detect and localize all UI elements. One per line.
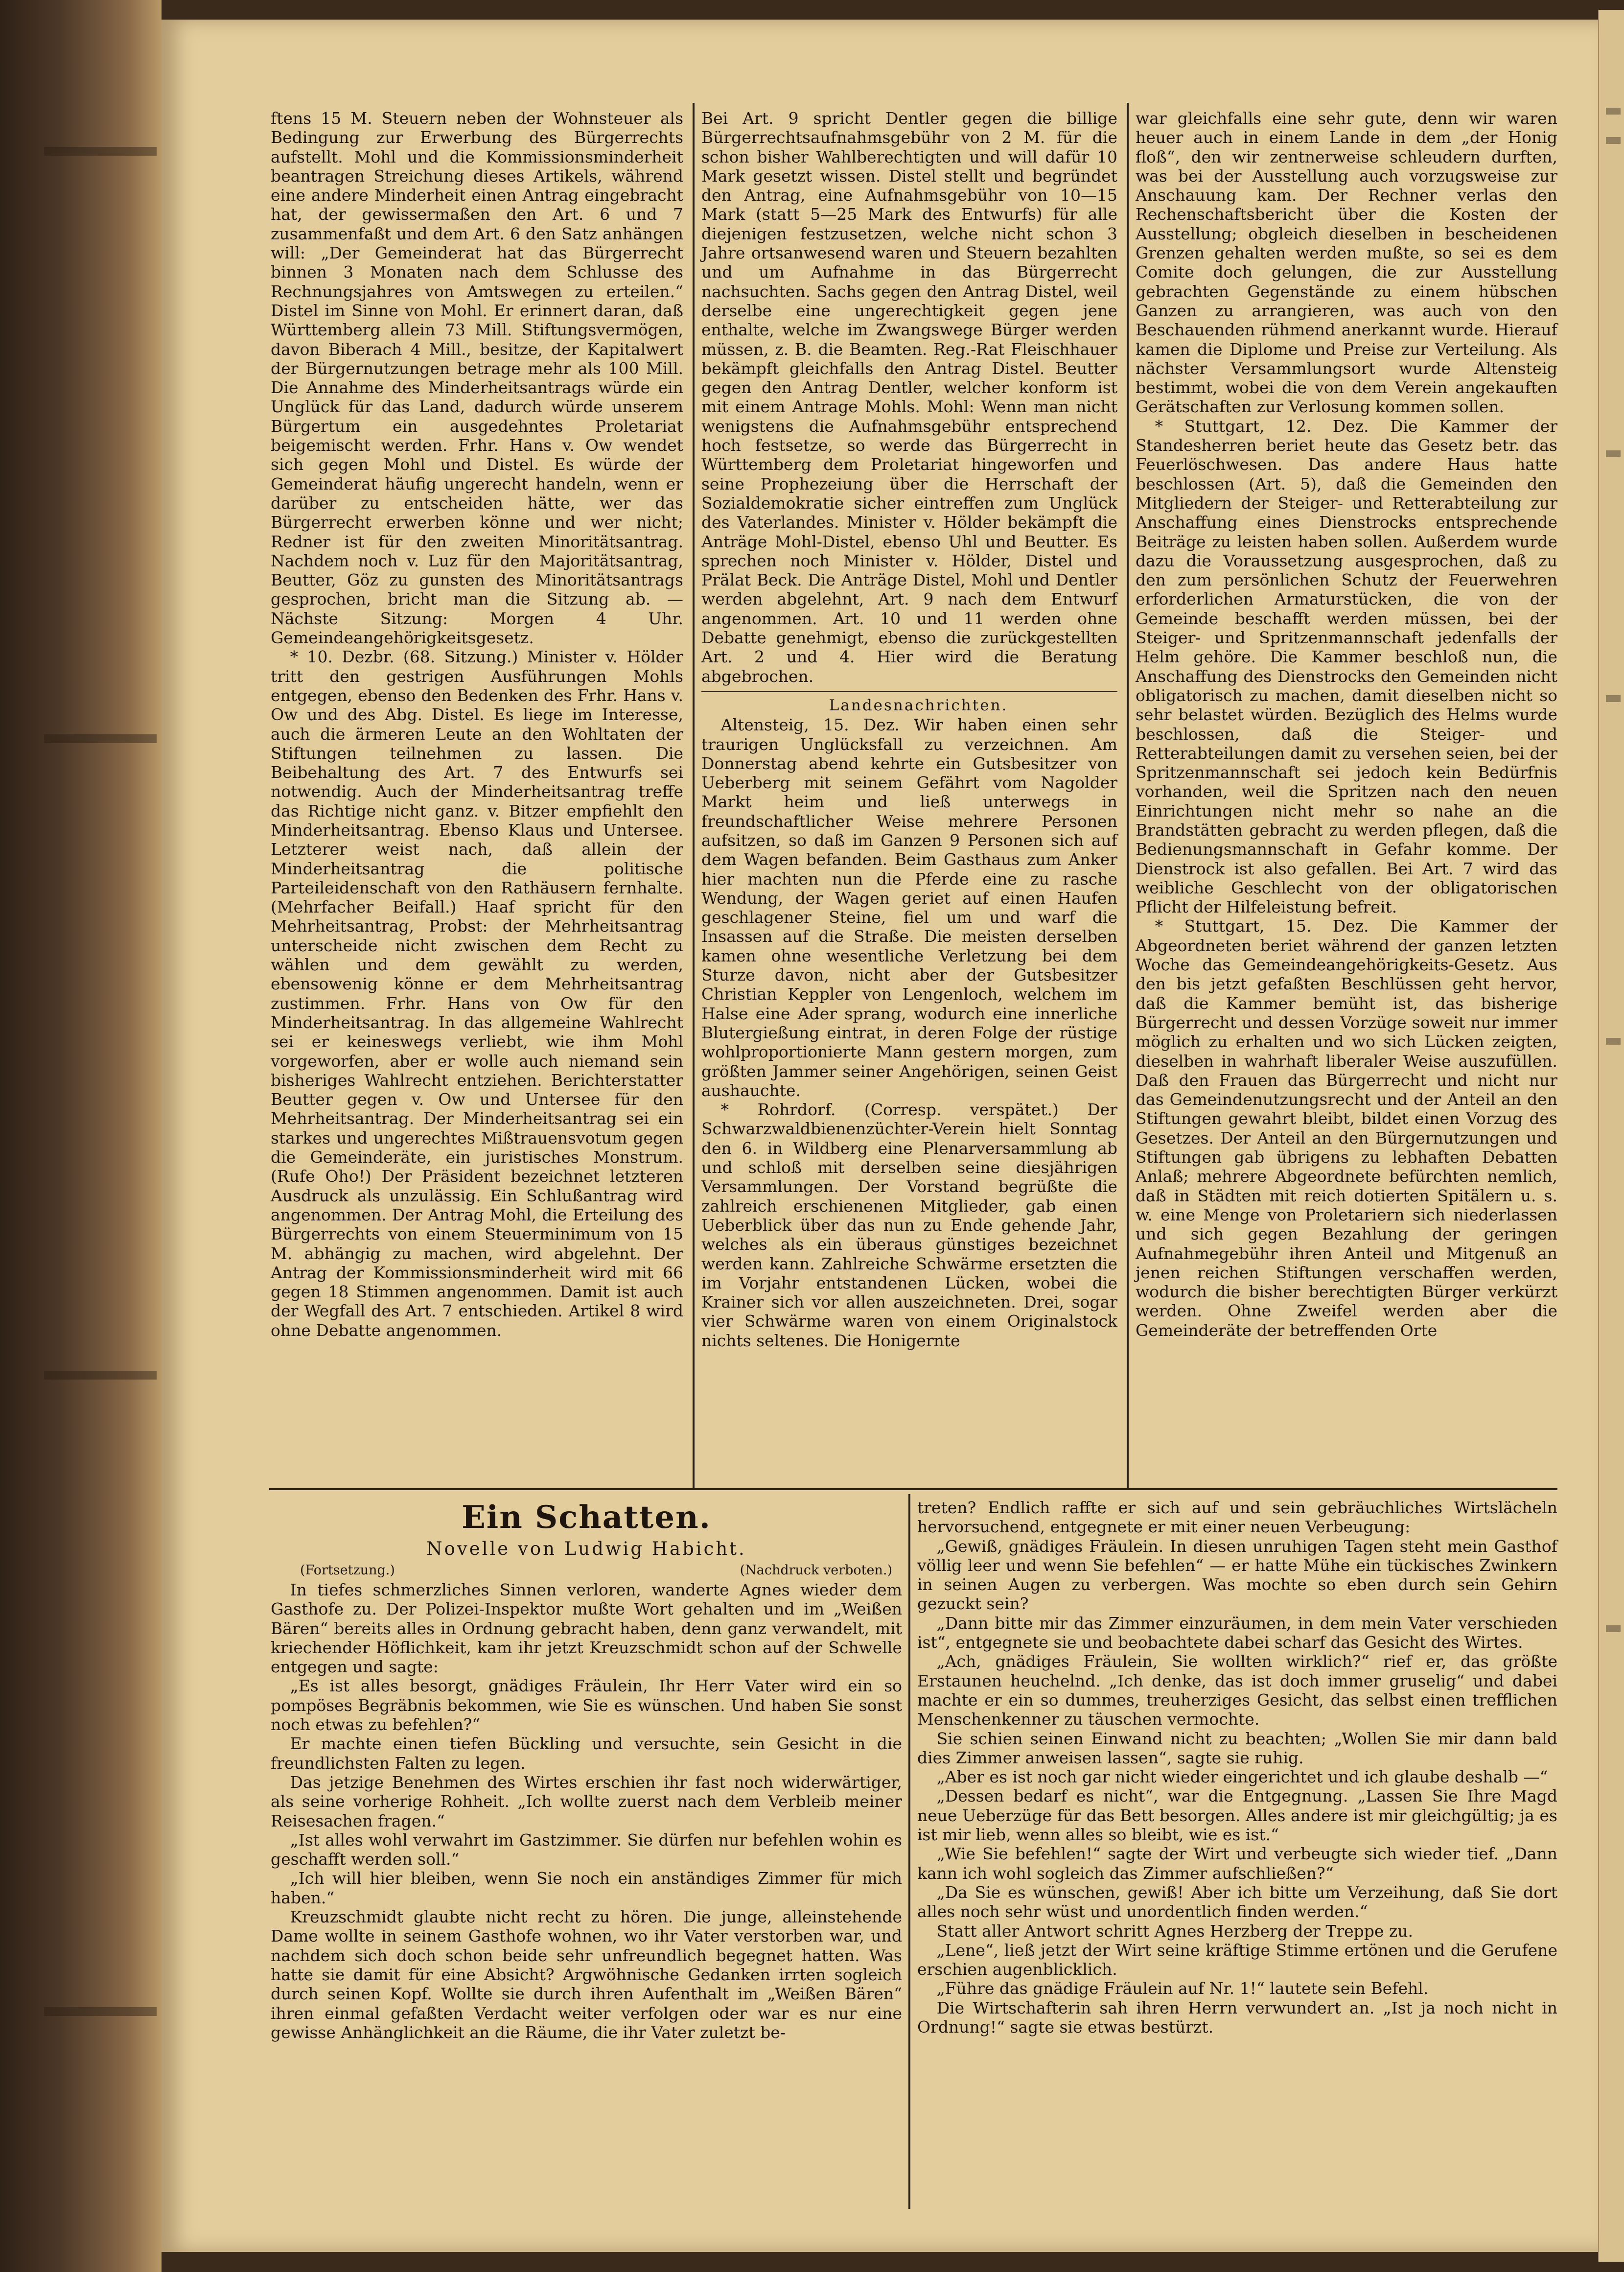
text-fragment: [1606, 108, 1621, 115]
paragraph: Er machte einen tiefen Bückling und versuchte, sein Gesicht in die freundlichsten Falten zu legen.: [271, 1734, 902, 1773]
paragraph: „Lene“, ließ jetzt der Wirt seine kräftige Stimme ertönen und die Gerufene erschien augenblicklich.: [917, 1940, 1557, 1979]
text-fragment: [1606, 1625, 1621, 1632]
column-1: [271, 109, 683, 1484]
story-subtitle: Novelle von Ludwig Habicht.: [426, 1538, 746, 1559]
adjacent-page-edge: [1598, 10, 1624, 2262]
paragraph: * Stuttgart, 12. Dez. Die Kammer der Standesherren beriet heute das Gesetz betr. das Feuerlöschwesen. Das andere Haus hatte beschlossen (Art. 5), daß die Gemeinden den Mitgliedern der Steiger- und Retterabteilung zur Anschaffung eines Dienstrocks entsprechende Beiträge zu leisten haben sollen. Außerdem wurde dazu die Voraussetzung ausgesprochen, daß zu den zum persönlichen Schutz der Feuerwehren erforderlichen Armaturstücken, die von der Gemeinde beschafft werden müssen, bei der Steiger- und Spritzenmannschaft jedenfalls der Helm gehöre. Die Kammer beschloß nun, die Anschaffung des Dienstrocks den Gemeinden nicht obligatorisch zu machen, damit dieselben nicht so sehr belastet würden. Bezüglich des Helms wurde beschlossen, daß die Steiger- und Retterabteilungen damit zu versehen seien, bei der Spritzenmannschaft sei jedoch kein Bedürfnis vorhanden, weil die Spritzen nach den neuen Einrichtungen nicht mehr so nahe an die Brandstätten gebracht zu werden pflegen, daß die Bedienungsmannschaft in Gefahr komme. Der Dienstrock ist also gefallen. Bei Art. 7 wird das weibliche Geschlecht von der obligatorischen Pflicht der Hilfeleistung befreit.: [1136, 416, 1557, 917]
section-heading-landesnachrichten: Landesnachrichten.: [829, 696, 1008, 714]
paragraph: „Dann bitte mir das Zimmer einzuräumen, in dem mein Vater verschieden ist“, entgegnete sie und beobachtete dabei scharf das Gesicht des Wirtes.: [917, 1613, 1557, 1652]
section-rule: [701, 688, 1117, 692]
feuilleton-rule: [269, 1488, 1557, 1490]
text-fragment: [1606, 1038, 1621, 1045]
text-fragment: [1606, 695, 1621, 702]
book-spine: [0, 0, 162, 2272]
paragraph: „Ist alles wohl verwahrt im Gastzimmer. Sie dürfen nur befehlen wohin es geschafft werden soll.“: [271, 1830, 902, 1869]
story-column-right: [917, 1498, 1557, 2213]
paragraph: Die Wirtschafterin sah ihren Herrn verwundert an. „Ist ja noch nicht in Ordnung!“ sagte sie etwas bestürzt.: [917, 1998, 1557, 2037]
paragraph: „Führe das gnädige Fräulein auf Nr. 1!“ lautete sein Befehl.: [936, 1979, 1429, 1998]
paragraph: * Rohrdorf. (Corresp. verspätet.) Der Schwarzwaldbienenzüchter-Verein hielt Sonntag den 6. in Wildberg eine Plenarversammlung ab und schloß mit derselben seine diesjährigen Versammlungen. Der Vorstand begrüßte die zahlreich erschienenen Mitglieder, gab einen Ueberblick über das nun zu Ende gehende Jahr, welches als ein überaus günstiges bezeichnet werden kann. Zahlreiche Schwärme ersetzten die im Vorjahr entstandenen Lücken, wobei die Krainer sich vor allen auszeichneten. Drei, sogar vier Schwärme waren von einem Originalstock nichts seltenes. Die Honigernte: [701, 1100, 1117, 1350]
paragraph: „Gewiß, gnädiges Fräulein. In diesen unruhigen Tagen steht mein Gasthof völlig leer und wenn Sie befehlen“ — er hatte Mühe ein tückisches Zwinkern in seinen Augen zu verbergen. Was mochte so eben durch sein Gehirn gezuckt sein?: [917, 1536, 1557, 1614]
spine-band: [44, 147, 157, 156]
paragraph: Bei Art. 9 spricht Dentler gegen die billige Bürgerrechtsaufnahmsgebühr von 2 M. für die schon bisher Wahlberechtigten und will dafür 10 Mark gesetzt wissen. Distel stellt und begründet den Antrag, eine Aufnahmsgebühr von 10—15 Mark (statt 5—25 Mark des Entwurfs) für alle diejenigen festzusetzen, welche nicht schon 3 Jahre ortsanwesend waren und Steuern bezahlten und um Aufnahme in das Bürgerrecht nachsuchten. Sachs gegen den Antrag Distel, weil derselbe eine ungerechtigkeit gegen jene enthalte, welche im Zwangswege Bürger werden müssen, z. B. die Beamten. Reg.-Rat Fleischhauer bekämpft gleichfalls den Antrag Distel. Beutter gegen den Antrag Dentler, welcher konform ist mit einem Antrage Mohls. Mohl: Wenn man nicht wenigstens die Aufnahmsgebühr entsprechend hoch festsetze, so werde das Bürgerrecht in Württemberg dem Proletariat hingeworfen und seine Prophezeiung über die Herrschaft der Sozialdemokratie sicher eintreffen zum Unglück des Vaterlandes. Minister v. Hölder bekämpft die Anträge Mohl-Distel, ebenso Uhl und Beutter. Es sprechen noch Minister v. Hölder, Distel und Prälat Beck. Die Anträge Distel, Mohl und Dentler werden abgelehnt, Art. 9 nach dem Entwurf angenommen. Art. 10 und 11 werden ohne Debatte genehmigt, ebenso die zurückgestellten Art. 2 und 4. Hier wird die Beratung abgebrochen.: [701, 109, 1117, 686]
column-rule: [693, 103, 695, 1488]
paragraph: „Da Sie es wünschen, gewiß! Aber ich bitte um Verzeihung, daß Sie dort alles noch sehr wüst und unordentlich finden werden.“: [917, 1882, 1557, 1921]
paragraph: Kreuzschmidt glaubte nicht recht zu hören. Die junge, alleinstehende Dame wollte in seinem Gasthofe wohnen, wo ihr Vater verstorben war, und nachdem sich doch schon beide sehr unfreundlich begegnet hatten. Was hatte sie damit für eine Absicht? Argwöhnische Gedanken irrten sogleich durch seinen Kopf. Wollte sie durch ihren Aufenthalt im „Weißen Bären“ ihren einmal gefaßten Verdacht weiter verfolgen oder war es nur eine gewisse Anhänglichkeit an die Räume, die ihr Vater zuletzt be-: [271, 1907, 902, 2042]
column-2: [701, 109, 1117, 1484]
paragraph: „Dessen bedarf es nicht“, war die Entgegnung. „Lassen Sie Ihre Magd neue Ueberzüge für das Bett besorgen. Alles andere ist mir gleichgültig; ja es ist mir lieb, wenn alles so bleibt, wie es ist.“: [917, 1786, 1557, 1845]
story-column-left: [271, 1498, 902, 2213]
column-rule: [908, 1494, 910, 2209]
text-fragment: [1606, 450, 1621, 457]
story-title: Ein Schatten.: [462, 1499, 711, 1536]
paragraph: * 10. Dezbr. (68. Sitzung.) Minister v. Hölder tritt den gestrigen Ausführungen Mohls entgegen, ebenso den Bedenken des Frhr. Hans v. Ow und des Abg. Distel. Es liege im Interesse, auch die ärmeren Leute an den Wohltaten der Stiftungen teilnehmen zu lassen. Die Beibehaltung des Art. 7 des Entwurfs sei notwendig. Auch der Minderheitsantrag treffe das Richtige nicht ganz. v. Bitzer empfiehlt den Minderheitsantrag. Ebenso Klaus und Untersee. Letzterer weist nach, daß allein der Minderheitsantrag die politische Parteileidenschaft von den Rathäusern fernhalte. (Mehrfacher Beifall.) Haaf spricht für den Mehrheitsantrag, Probst: der Mehrheitsantrag unterscheide nicht zwischen dem Recht zu wählen und dem gewählt zu werden, ebensowenig könne er dem Mehrheitsantrag zustimmen. Frhr. Hans von Ow für den Minderheitsantrag. In das allgemeine Wahlrecht sei er keineswegs verliebt, wie ihm Mohl vorgeworfen, aber er wolle auch niemand sein bisheriges Wahlrecht entziehen. Berichterstatter Beutter gegen v. Ow und Untersee für den Mehrheitsantrag. Der Minderheitsantrag sei ein starkes und ungerechtes Mißtrauensvotum gegen die Gemeinderäte, ein juristisches Monstrum. (Rufe Oho!) Der Präsident bezeichnet letzteren Ausdruck als unzulässig. Ein Schlußantrag wird angenommen. Der Antrag Mohl, die Erteilung des Bürgerrechts von einem Steuerminimum von 15 M. abhängig zu machen, wird abgelehnt. Der Antrag der Kommissionsminderheit wird mit 66 gegen 18 Stimmen angenommen. Damit ist auch der Wegfall des Art. 7 entschieden. Artikel 8 wird ohne Debatte angenommen.: [271, 647, 683, 1340]
paragraph: Das jetzige Benehmen des Wirtes erschien ihr fast noch widerwärtiger, als seine vorherige Rohheit. „Ich wollte zuerst nach dem Verbleib meiner Reisesachen fragen.“: [271, 1772, 902, 1830]
paragraph: war gleichfalls eine sehr gute, denn wir waren heuer auch in einem Lande in dem „der Honig floß“, den wir zentnerweise schleudern durften, was bei der Ausstellung auch vorzugsweise zur Anschauung kam. Der Rechner verlas den Rechenschaftsbericht über die Kosten der Ausstellung; obgleich dieselben in bescheidenen Grenzen gehalten werden mußte, so sei es dem Comite doch gelungen, die zur Ausstellung gebrachten Gegenstände zu einem hübschen Ganzen zu arrangieren, was auch von den Beschauenden rühmend anerkannt wurde. Hierauf kamen die Diplome und Preise zur Verteilung. Als nächster Versammlungsort wurde Altensteig bestimmt, wobei die von dem Verein angekauften Gerätschaften zur Verlosung kommen sollen.: [1136, 109, 1557, 417]
continuation-note: (Fortsetzung.): [300, 1563, 395, 1578]
paragraph: In tiefes schmerzliches Sinnen verloren, wanderte Agnes wieder dem Gasthofe zu. Der Polizei-Inspektor mußte Wort gehalten und im „Weißen Bären“ bereits alles in Ordnung gebracht haben, denn ganz verwandelt, mit kriechender Höflichkeit, kam ihr jetzt Kreuzschmidt schon auf der Schwelle entgegen und sagte:: [271, 1580, 902, 1677]
paragraph: „Es ist alles besorgt, gnädiges Fräulein, Ihr Herr Vater wird ein so pompöses Begräbnis bekommen, wie Sie es wünschen. Und haben Sie sonst noch etwas zu befehlen?“: [271, 1676, 902, 1734]
paragraph: „Aber es ist noch gar nicht wieder eingerichtet und ich glaube deshalb —“: [936, 1767, 1548, 1787]
paragraph: Altensteig, 15. Dez. Wir haben einen sehr traurigen Unglücksfall zu verzeichnen. Am Donnerstag abend kehrte ein Gutsbesitzer von Ueberberg mit seinem Gefährt vom Nagolder Markt heim und ließ unterwegs in freundschaftlicher Weise mehrere Personen aufsitzen, so daß im Ganzen 9 Personen sich auf dem Wagen befanden. Beim Gasthaus zum Anker hier machten nun die Pferde eine zu rasche Wendung, der Wagen geriet auf einen Haufen geschlagener Steine, fiel um und warf die Insassen auf die Straße. Die meisten derselben kamen ohne wesentliche Verletzung bei dem Sturze davon, nicht aber der Gutsbesitzer Christian Keppler von Lengenloch, welchem im Halse eine Ader sprang, wodurch eine innerliche Blutergießung eintrat, in deren Folge der rüstige wohlproportionierte Mann gestern morgen, zum größten Jammer seiner Angehörigen, seinen Geist aushauchte.: [701, 715, 1117, 1100]
column-rule: [1127, 103, 1129, 1488]
paragraph: „Ich will hier bleiben, wenn Sie noch ein anständiges Zimmer für mich haben.“: [271, 1869, 902, 1907]
paragraph: Statt aller Antwort schritt Agnes Herzberg der Treppe zu.: [936, 1921, 1414, 1941]
paragraph: ftens 15 M. Steuern neben der Wohnsteuer als Bedingung zur Erwerbung des Bürgerrechts aufstellt. Mohl und die Kommissionsminderheit beantragen Streichung dieses Artikels, während eine andere Minderheit einen Antrag eingebracht hat, der gewissermaßen den Art. 6 und 7 zusammenfaßt und dem Art. 6 den Satz anhängen will: „Der Gemeinderat hat das Bürgerrecht binnen 3 Monaten nach dem Schlusse des Rechnungsjahres von Amtswegen zu erteilen.“ Distel im Sinne von Mohl. Er erinnert daran, daß Württemberg allein 73 Mill. Stiftungsvermögen, davon Biberach 4 Mill., besitze, der Kapitalwert der Bürgernutzungen betrage mehr als 100 Mill. Die Annahme des Minderheitsantrags würde ein Unglück für das Land, dadurch würde unserem Bürgertum ein ausgedehntes Proletariat beigemischt werden. Frhr. Hans v. Ow wendet sich gegen Mohl und Distel. Es würde der Gemeinderat häufig ungerecht handeln, wenn er darüber zu entscheiden hätte, wer das Bürgerrecht erwerben könne und wer nicht; Redner ist für den zweiten Minoritätsantrag. Nachdem noch v. Luz für den Majoritätsantrag, Beutter, Göz zu gunsten des Minoritätsantrags gesprochen, bricht man die Sitzung ab. — Nächste Sitzung: Morgen 4 Uhr. Gemeindeangehörigkeitsgesetz.: [271, 109, 683, 648]
paragraph: * Stuttgart, 15. Dez. Die Kammer der Abgeordneten beriet während der ganzen letzten Woche das Gemeindeangehörigkeits-Gesetz. Aus den bis jetzt gefaßten Beschlüssen geht hervor, daß die Kammer bemüht ist, das bisherige Bürgerrecht und dessen Vorzüge soweit nur immer möglich zu erhalten und wo sich Lücken zeigten, dieselben in wahrhaft liberaler Weise auszufüllen. Daß den Frauen das Bürgerrecht und nicht nur das Gemeindenutzungsrecht und der Anteil an den Stiftungen gewahrt bleibt, bildet einen Vorzug des Gesetzes. Der Anteil an den Bürgernutzungen und Stiftungen gab übrigens zu lebhaften Debatten Anlaß; mehrere Abgeordnete befürchten nemlich, daß in Städten mit reich dotierten Spitälern u. s. w. eine Menge von Proletariern sich niederlassen und sich gegen Bezahlung der geringen Aufnahmegebühr ihren Anteil und Mitgenuß an jenen reichen Stiftungen verschaffen werden, wodurch die bisher berechtigten Bürger verkürzt werden. Ohne Zweifel werden aber die Gemeinderäte der betreffenden Orte: [1136, 916, 1557, 1340]
paragraph: „Wie Sie befehlen!“ sagte der Wirt und verbeugte sich wieder tief. „Dann kann ich wohl sogleich das Zimmer aufschließen?“: [917, 1844, 1557, 1883]
reprint-notice: (Nachdruck verboten.): [740, 1563, 892, 1578]
column-3: [1136, 109, 1557, 1484]
spine-band: [44, 1371, 157, 1380]
paragraph: „Ach, gnädiges Fräulein, Sie wollten wirklich?“ rief er, das größte Erstaunen heuchelnd. „Ich denke, das ist doch immer gruselig“ und dabei machte er ein so dummes, treuherziges Gesicht, das selbst einen trefflichen Menschenkenner zu täuschen vermochte.: [917, 1652, 1557, 1729]
paragraph: treten? Endlich raffte er sich auf und sein gebräuchliches Wirtslächeln hervorsuchend, entgegnete er mit einer neuen Verbeugung:: [917, 1498, 1557, 1537]
spine-band: [44, 2007, 157, 2016]
story-meta: [271, 1561, 902, 1580]
paragraph: Sie schien seinen Einwand nicht zu beachten; „Wollen Sie mir dann bald dies Zimmer anweisen lassen“, sagte sie ruhig.: [917, 1729, 1557, 1767]
text-fragment: [1606, 137, 1621, 144]
spine-band: [44, 734, 157, 743]
